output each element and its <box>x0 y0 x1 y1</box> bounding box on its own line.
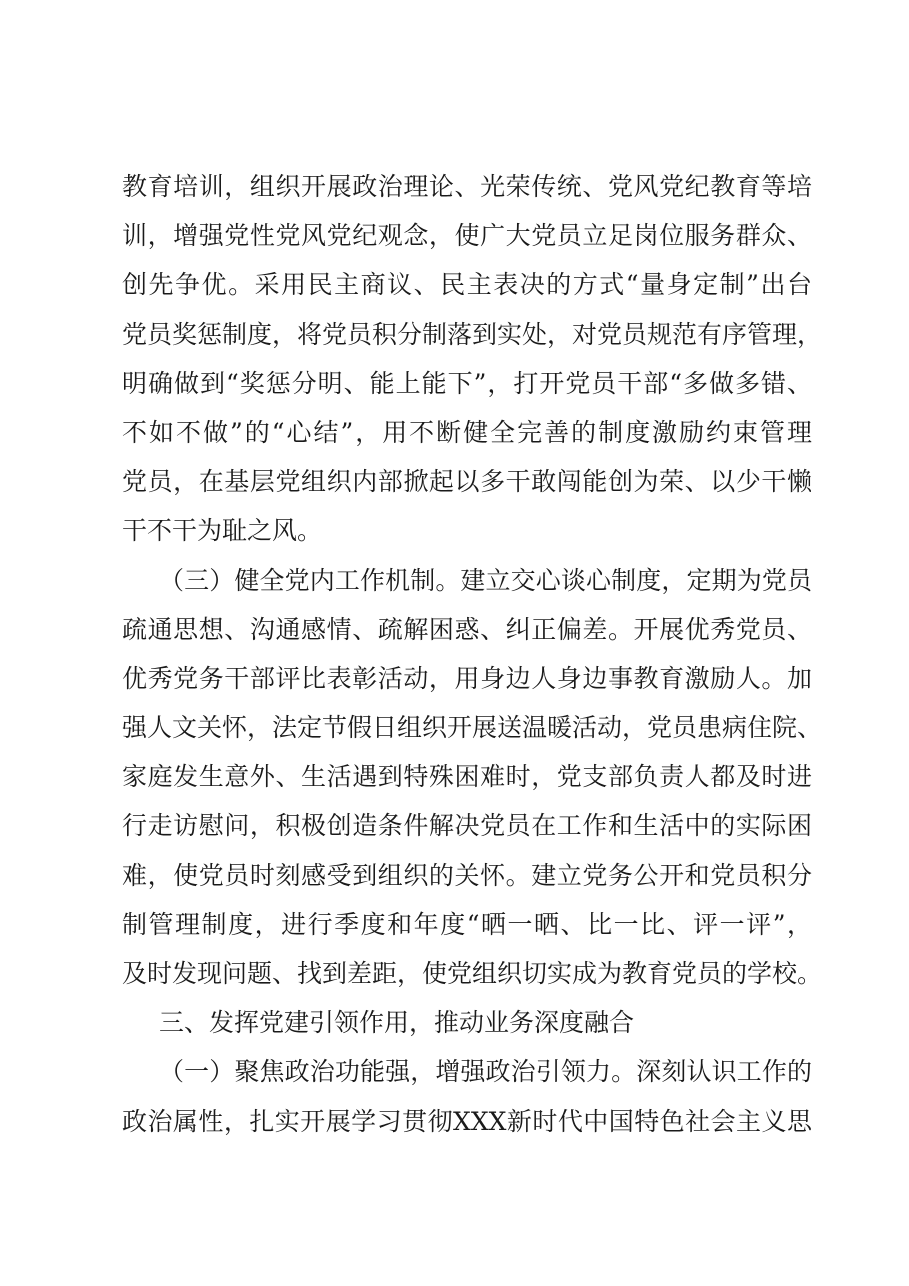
text-line: 创先争优。采用民主商议、民主表决的方式“量身定制”出台 <box>122 270 812 300</box>
text-line: 干不干为耻之风。 <box>122 516 323 546</box>
text-line: 行走访慰问，积极创造条件解决党员在工作和生活中的实际困 <box>122 811 812 841</box>
paragraph <box>122 1047 812 1145</box>
text-line: 及时发现问题、找到差距，使党组织切实成为教育党员的学校。 <box>122 959 823 988</box>
text-line: 教育培训，组织开展政治理论、光荣传统、党风党纪教育等培 <box>122 172 812 201</box>
text-line: 疏通思想、沟通感情、疏解困惑、纠正偏差。开展优秀党员、 <box>122 614 812 644</box>
text-line: 训，增强党性党风党纪观念，使广大党员立足岗位服务群众、 <box>122 221 812 251</box>
paragraph <box>122 162 823 556</box>
text-line: （一）聚焦政治功能强，增强政治引领力。深刻认识工作的 <box>159 1057 812 1087</box>
text-line: 难，使党员时刻感受到组织的关怀。建立党务公开和党员积分 <box>122 860 812 890</box>
text-line: 家庭发生意外、生活遇到特殊困难时，党支部负责人都及时进 <box>122 762 812 792</box>
text-line: 优秀党务干部评比表彰活动，用身边人身边事教育激励人。加 <box>122 663 812 693</box>
document-body <box>122 162 823 1146</box>
text-line: （三）健全党内工作机制。建立交心谈心制度，定期为党员 <box>159 565 812 595</box>
text-line: 党员，在基层党组织内部掀起以多干敢闯能创为荣、以少干懒 <box>122 467 812 497</box>
text-line: 制管理制度，进行季度和年度“晒一晒、比一比、评一评”， <box>122 909 812 939</box>
section-heading <box>122 998 812 1047</box>
text-line: 强人文关怀，法定节假日组织开展送温暖活动，党员患病住院、 <box>122 713 823 743</box>
heading-text: 三、发挥党建引领作用，推动业务深度融合 <box>159 1008 635 1038</box>
text-line: 不如不做”的“心结”，用不断健全完善的制度激励约束管理 <box>122 417 812 447</box>
text-line: 明确做到“奖惩分明、能上能下”，打开党员干部“多做多错、 <box>122 368 812 398</box>
text-line: 政治属性，扎实开展学习贯彻XXX新时代中国特色社会主义思 <box>122 1106 812 1136</box>
text-line: 党员奖惩制度，将党员积分制落到实处，对党员规范有序管理， <box>122 319 823 349</box>
paragraph <box>122 556 823 999</box>
